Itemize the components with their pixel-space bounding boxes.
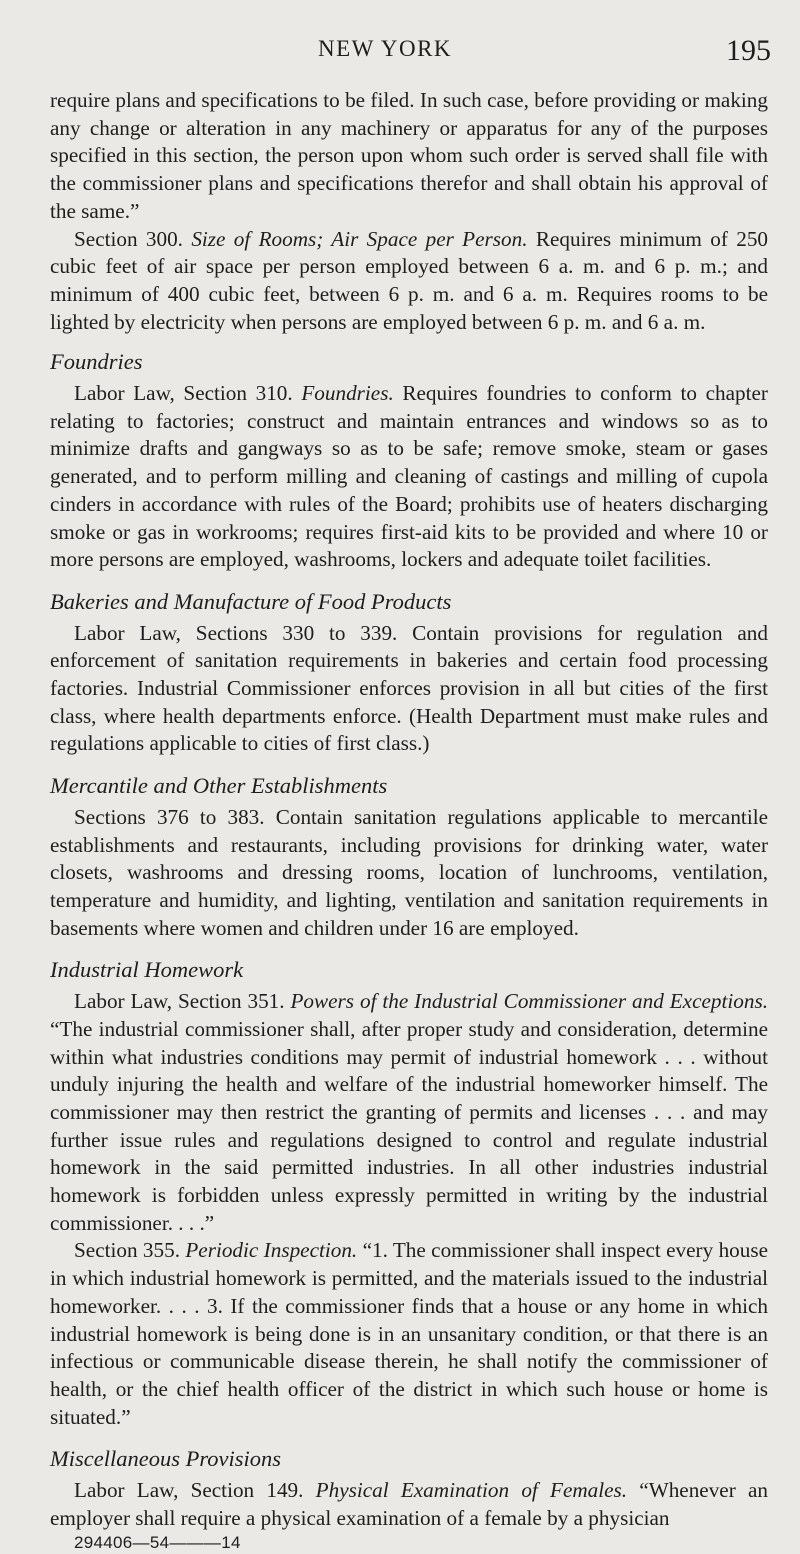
text-run: “1. The commissioner shall inspect every house in which industrial homework is permitted, and the materials issued to the industrial homeworker. . . . 3. If the commissioner finds that a house or any home in which industrial homework is being done is in an unsanitary condition, or that there is an infectious or communicable disease therein, he shall notify the commissioner of health, or the chief health officer of the district in which such house or home is situated.” <box>50 1238 768 1429</box>
page-header <box>0 34 800 74</box>
section-heading: Foundries <box>50 349 143 375</box>
running-head: NEW YORK <box>318 36 453 61</box>
paragraph <box>50 1237 768 1431</box>
text-run: Requires minimum of 250 cubic feet of air space per person employed between 6 a. m. and 6 p. m.; and minimum of 400 cubic feet, between 6 p. m. and 6 a. m. Requires rooms to be lighted by electricity when persons are employed between 6 p. m. and 6 a. m. <box>50 226 769 334</box>
printer-signature: 294406—54———14 <box>74 1533 241 1553</box>
text-run: Labor Law, Section 149. <box>74 1478 316 1503</box>
text-run: “The industrial commissioner shall, after proper study and consideration, determine within what industries conditions may permit of industrial homework . . . without unduly injuring the health and welfare of the industrial homeworker himself. The commissioner may then restrict the granting of permits and licenses . . . and may further issue rules and regulations designed to control and regulate industrial homework in the said permitted industries. In all other industries industrial homework is forbidden unless expressly permitted in writing by the industrial commissioner. . . .” <box>50 1016 768 1235</box>
paragraph <box>50 1477 768 1532</box>
paragraph <box>50 87 768 226</box>
page-number: 195 <box>726 34 771 67</box>
section-heading: Mercantile and Other Establishments <box>50 773 388 799</box>
paragraph <box>50 804 768 943</box>
text-run: Section 355. <box>74 1238 186 1263</box>
text-run: require plans and specifications to be filed. In such case, before providing or making any change or alteration in any machinery or apparatus for any of the purposes specified in this section, the person upon whom such order is served shall file with the commissioner plans and specifications therefor and shall obtain his approval of the same.” <box>50 88 768 223</box>
section-heading: Industrial Homework <box>50 957 244 983</box>
paragraph <box>50 988 768 1237</box>
section-title: Physical Examination of Females. <box>315 1478 628 1503</box>
section-heading: Miscellaneous Provisions <box>50 1446 282 1472</box>
text-run: Labor Law, Sections 330 to 339. Contain provisions for regulation and enforcement of sanitation requirements in bakeries and certain food processing factories. Industrial Commissioner enforces provision in all but cities of the first class, where health departments enforce. (Health Department must make rules and regulations applicable to cities of first class.) <box>50 620 768 756</box>
text-run: Labor Law, Section 351. <box>74 989 291 1014</box>
text-run: Sections 376 to 383. Contain sanitation regulations applicable to mercantile establishments and restaurants, including provisions for drinking water, water closets, washrooms and dressing rooms, location of lunchrooms, ventilation, temperature and humidity, and lighting, ventilation and sanitation requirements in basements where women and children under 16 are employed. <box>50 804 768 940</box>
section-title: Periodic Inspection. <box>185 1238 358 1263</box>
text-run: Requires foundries to conform to chapter relating to factories; construct and maintain entrances and windows so as to minimize drafts and gangways so as to be safe; remove smoke, steam or gases generated, and to perform milling and cleaning of castings and milling of cupola cinders in accordance with rules of the Board; prohibits use of heaters discharging smoke or gas in workrooms; requires first-aid kits to be provided and where 10 or more persons are employed, washrooms, lockers and adequate toilet facilities. <box>50 381 768 572</box>
body-text <box>50 87 768 1554</box>
text-run: Section 300. <box>74 226 192 251</box>
paragraph <box>50 380 768 574</box>
section-heading: Bakeries and Manufacture of Food Products <box>50 588 452 614</box>
paragraph <box>50 620 768 759</box>
text-run: “Whenever an employer shall require a physical examination of a female by a physician <box>50 1478 768 1530</box>
text-run: Labor Law, Section 310. <box>74 381 302 406</box>
section-title: Powers of the Industrial Commissioner and Exceptions. <box>290 989 768 1014</box>
section-title: Foundries. <box>301 381 394 406</box>
section-title: Size of Rooms; Air Space per Person. <box>191 226 528 251</box>
paragraph <box>50 226 768 337</box>
